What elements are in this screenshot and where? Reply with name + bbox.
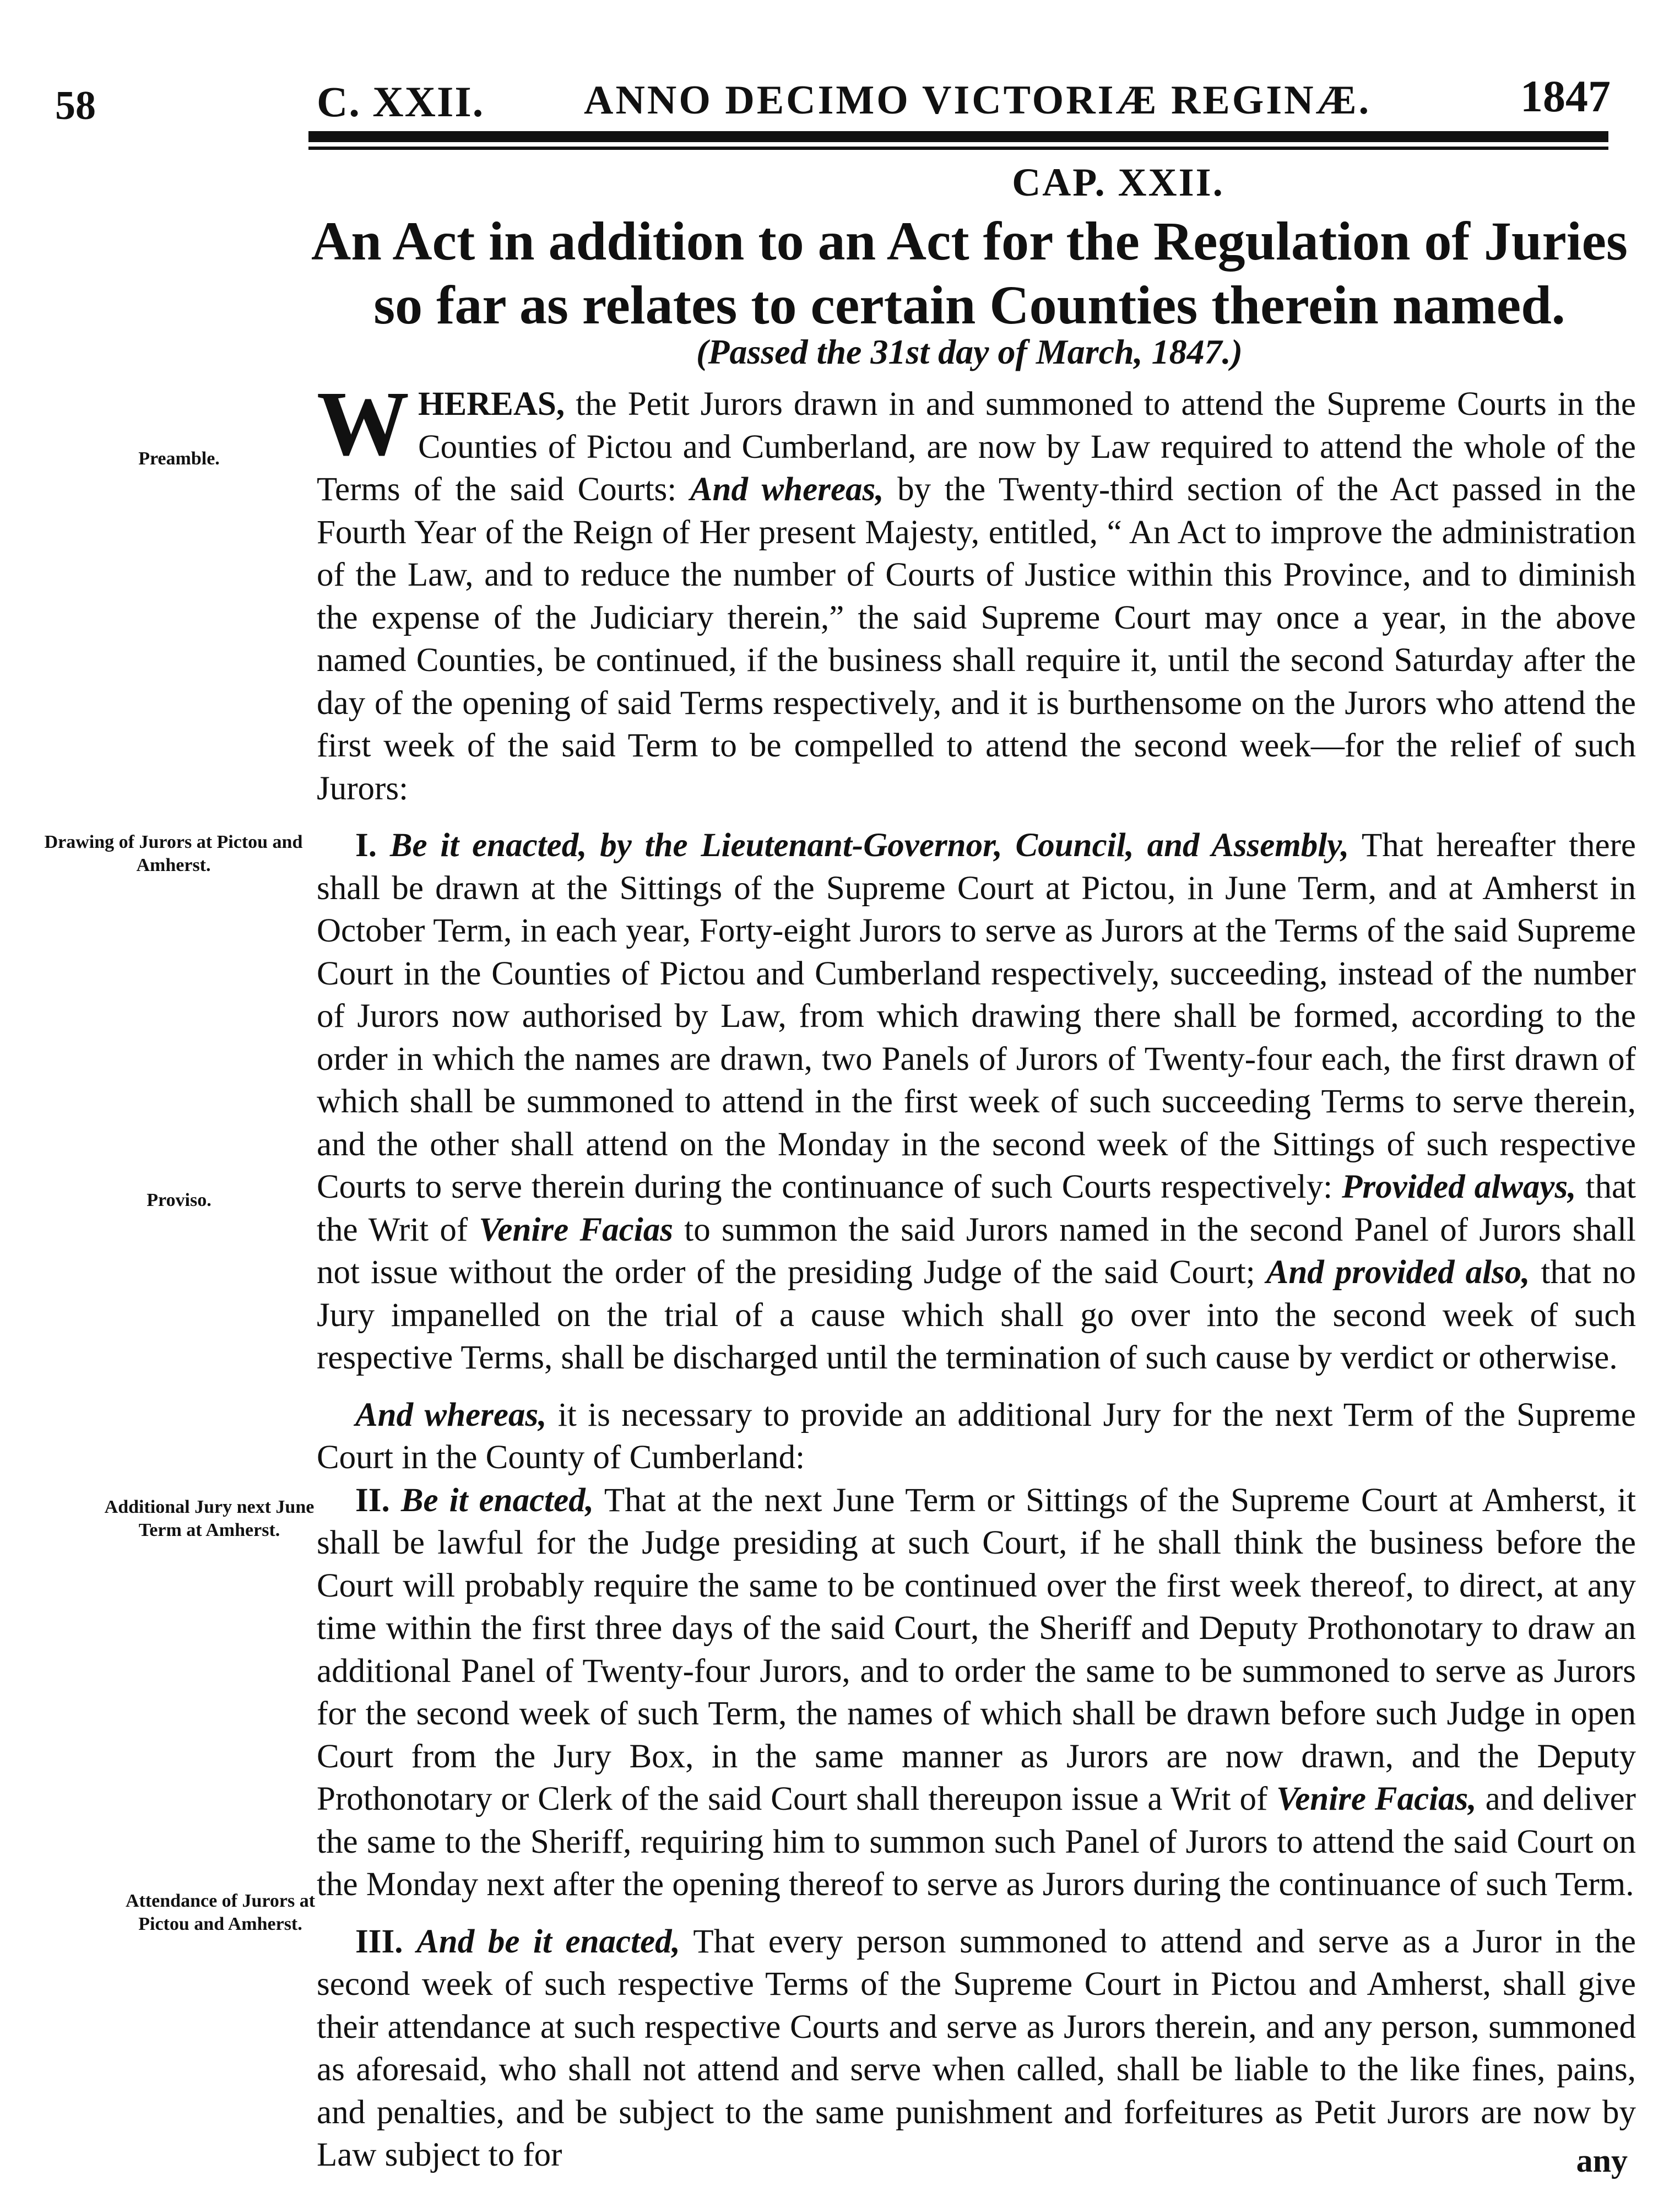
margin-note-preamble: Preamble.: [138, 448, 220, 469]
margin-note-attendance: Attendance of Jurors at Pictou and Amherst.: [125, 1891, 316, 1934]
header-rule-thin: [308, 147, 1608, 150]
header-year: 1847: [1520, 71, 1611, 121]
margin-note-drawing: Drawing of Jurors at Pictou and Amherst.: [44, 832, 303, 875]
running-title: ANNO DECIMO VICTORIÆ REGINÆ.: [584, 78, 1372, 123]
header-rule-thick: [308, 131, 1608, 142]
act-title: An Act in addition to an Act for the Regulation of Juries so far as relates to certain Counties therein named.: [311, 210, 1628, 336]
section-2: II. Be it enacted, That at the next June Term or Sittings of the Supreme Court at Amherst, it shall be lawful for the Judge presiding at such Court, if he shall think the business before the Court will probably require the same to be continued over the first week thereof, to direct, at any time within the first three days of the said Court, the Sheriff and Deputy Prothonotary to draw an additional Panel of Twenty-four Jurors, and to order the same to be summoned to serve as Jurors for the second week of such Term, the names of which shall be drawn before such Judge in open Court from the Jury Box, in the same manner as Jurors are now drawn, and the Deputy Prothonotary or Clerk of the said Court shall thereupon issue a Writ of Venire Facias, and deliver the same to the Sheriff, requiring him to summon such Panel of Jurors to attend the said Court on the Monday next after the opening thereof to serve as Jurors during the continuance of such Term.: [317, 1481, 1636, 1903]
section-3: III. And be it enacted, That every person summoned to attend and serve as a Juror in the second week of such respective Terms of the Supreme Court in Pictou and Amherst, shall give their attendance at such respective Courts and serve as Jurors therein, and any person, summoned as aforesaid, who shall not attend and serve when called, shall be liable to the like fines, pains, and penalties, and be subject to the same punishment and forfeitures as Petit Jurors are now by Law subject to for: [317, 1923, 1636, 2173]
running-header: [0, 61, 1680, 143]
catchword: any: [1576, 2143, 1628, 2179]
preamble-paragraph: WHEREAS, the Petit Jurors drawn in and summoned to attend the Supreme Courts in the Counties of Pictou and Cumberland, are now by Law required to attend the whole of the Terms of the said Courts: And whereas, by the Twenty-third section of the Act passed in the Fourth Year of the Reign of Her present Majesty, entitled, “ An Act to improve the administration of the Law, and to reduce the number of Courts of Justice within this Province, and to diminish the expense of the Judiciary therein,” the said Supreme Court may once a year, in the above named Counties, be continued, if the business shall require it, until the second Saturday after the day of the opening of said Terms respectively, and it is burthensome on the Jurors who attend the first week of the said Term to be compelled to attend the second week—for the relief of such Jurors:: [317, 372, 1636, 807]
margin-note-proviso: Proviso.: [147, 1190, 212, 1210]
cap-heading: CAP. XXII.: [1012, 160, 1224, 204]
page-number: 58: [55, 83, 96, 128]
act-body: [317, 372, 1636, 2177]
chapter-reference: C. XXII.: [317, 78, 485, 126]
whereas-paragraph: And whereas, it is necessary to provide an additional Jury for the next Term of the Supreme Court in the County of Cumberland:: [317, 1396, 1636, 1476]
passed-date: (Passed the 31st day of March, 1847.): [696, 332, 1243, 371]
section-1: I. Be it enacted, by the Lieutenant-Governor, Council, and Assembly, That hereafter there shall be drawn at the Sittings of the Supreme Court at Pictou, in June Term, and at Amherst in October Term, in each year, Forty-eight Jurors to serve as Jurors at the Terms of the said Supreme Court in the Counties of Pictou and Cumberland respectively, succeeding, instead of the number of Jurors now authorised by Law, from which drawing there shall be formed, according to the order in which the names are drawn, two Panels of Jurors of Twenty-four each, the first drawn of which shall be summoned to attend in the first week of such succeeding Terms to serve therein, and the other shall attend on the Monday in the second week of the Sittings of such respective Courts to serve therein during the continuance of such Courts respectively: Provided always, that the Writ of Venire Facias to summon the said Jurors named in the second Panel of Jurors shall not issue without the order of the presiding Judge of the said Court; And provided also, that no Jury impanelled on the trial of a cause which shall go over into the second week of such respective Terms, shall be discharged until the termination of such cause by verdict or otherwise.: [317, 827, 1636, 1376]
drop-cap: W: [317, 372, 409, 475]
margin-note-additional-jury: Additional Jury next June Term at Amherst.: [104, 1497, 315, 1540]
